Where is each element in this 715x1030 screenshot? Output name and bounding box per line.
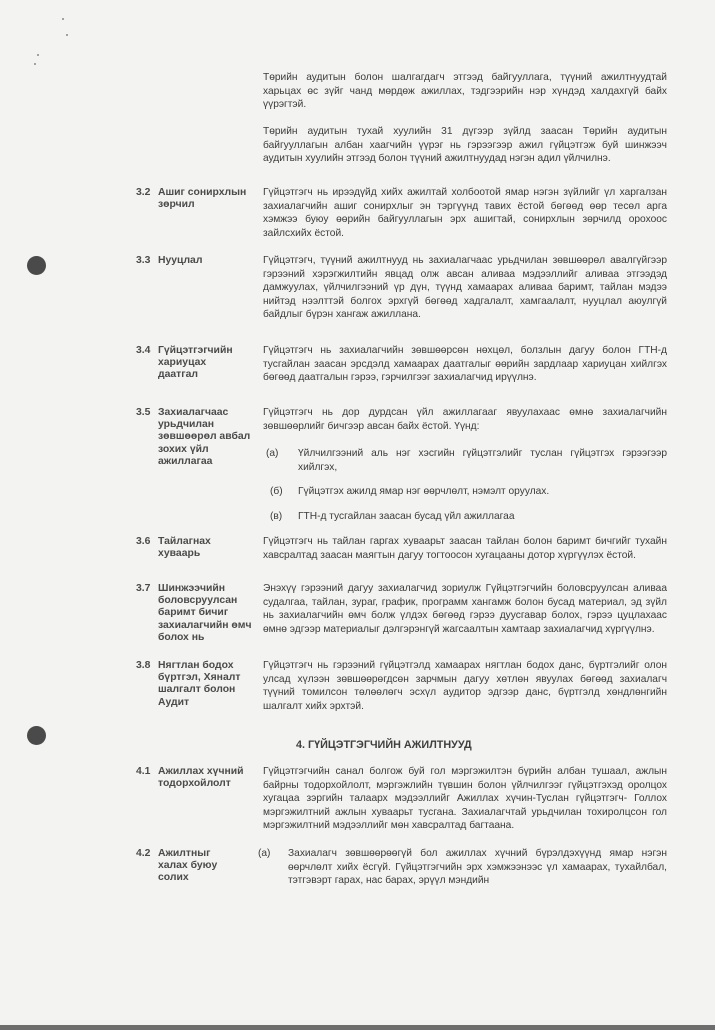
list-label: (а): [266, 448, 279, 459]
section-heading: Тайлагнах хуваарь: [158, 536, 211, 560]
scan-speck: [62, 18, 64, 20]
list-label: (в): [270, 511, 283, 522]
section-number: 3.5: [136, 407, 151, 418]
section-heading: Захиалагчаас урьдчилан зөвшөөрөл авбал зохих үйл ажиллагаа: [158, 407, 251, 467]
section-heading: Ажиллах хүчний тодорхойлолт: [158, 766, 244, 790]
section-number: 4.2: [136, 848, 151, 859]
section-text: Гүйцэтгэгч, түүний ажилтнууд нь захиалагчаас урьдчилан зөвшөөрөл авалгүйгээр гэрээний хэрэгжилтийн явцад олж авсан аливаа мэдээллийг аливаа этгээдэд дамжуулах, үйлчилгээний үр дүн, түүнд хамаарах аливаа баримт, тайлан мэдээ нийтэд нээлттэй болгох эрхгүй бөгөөд хадгалалт, хамгаалалт, нууцлал аюулгүй байдлыг бүрэн хангаж ажиллана.: [263, 255, 667, 321]
section-heading: Ажилтныг халах буюу солих: [158, 848, 218, 884]
section-heading: Нягтлан бодох бүртгэл, Хяналт шалгалт болон Аудит: [158, 660, 241, 708]
section-number: 3.7: [136, 583, 151, 594]
section-number: 3.3: [136, 255, 151, 266]
section-4-title: 4. ГҮЙЦЭТГЭГЧИЙН АЖИЛТНУУД: [296, 739, 472, 751]
scan-speck: [66, 34, 68, 36]
section-number: 3.2: [136, 187, 151, 198]
scan-speck: [34, 63, 36, 65]
list-label: (б): [270, 486, 283, 497]
section-text: Энэхүү гэрээний дагуу захиалагчид зориулж Гүйцэтгэгчийн боловсруулсан аливаа судалгаа, тайлан, зураг, график, программ хангамж болон бусад материал, эд зүйл нь захиалагчийн өмч болж үлдэх бөгөөд гэрээ дуусгавар болох, гэрээ цуцлахаас өмнө эдгээр материалыг дэлгэрэнгүй жагсаалтын хамтаар захиалагчид хүргүүлнэ.: [263, 583, 667, 635]
list-item-text: Гүйцэтгэх ажилд ямар нэг өөрчлөлт, нэмэлт оруулах.: [298, 486, 550, 497]
section-heading: Нууцлал: [158, 255, 203, 266]
section-number: 4.1: [136, 766, 151, 777]
section-number: 3.6: [136, 536, 151, 547]
scan-bottom-edge: [0, 1025, 715, 1030]
list-item-text: Үйлчилгээний аль нэг хэсгийн гүйцэтгэлийг туслан гүйцэтгэх гэрээгээр хийлгэх,: [298, 448, 667, 473]
section-number: 3.8: [136, 660, 151, 671]
section-heading: Гүйцэтгэгчийн хариуцах даатгал: [158, 345, 233, 381]
section-text: Гүйцэтгэгч нь ирээдүйд хийх ажилтай холбоотой ямар нэгэн зүйлийг үл харгалзан захиалагчийн ашиг сонирхлыг эн тэргүүнд тавих ёстой бөгөөд өөр тесөл арга хэмжээ буюу өөрийн байгууллагын эрх ашигтай, сонирхлын зөрчилд орохоос зайлсхийх ёстой.: [263, 187, 667, 239]
section-number: 3.4: [136, 345, 151, 356]
section-heading: Ашиг сонирхлын зөрчил: [158, 187, 247, 211]
list-item-text: ГТН-д тусгайлан заасан бусад үйл ажиллагаа: [298, 511, 515, 522]
section-heading: Шинжээчийн боловсруулсан баримт бичиг захиалагчийн өмч болох нь: [158, 583, 252, 643]
punch-hole: [27, 726, 46, 745]
section-text: Гүйцэтгэгч нь гэрээний гүйцэтгэлд хамаарах нягтлан бодох данс, бүртгэлийг олон улсад хүлээн зөвшөөрөгдсөн зарчмын дагуу хөтлөн явуулах бөгөөд захиалагч түүний томилсон төлөөлөгч эсхүл аудитор эдгээр данс, бүртгэлд хөндлөнгийн шалгалт хийх эрхтэй.: [263, 660, 667, 712]
section-text: Гүйцэтгэгчийн санал болгож буй гол мэргэжилтэн бүрийн албан тушаал, ажлын байрны тодорхойлолт, мэргэжлийн түвшин болон үйлчилгээг гүйцэтгэхэд оролцох хугацаа зэргийн талаарх мэдээллийг Ажиллах хүчин-Туслан гүйцэтгэгч- Голлох мэргэжилтний ажлын хуваарьт тусгана. Захиалагчтай урьдчилан тохиролцсон гол мэргэжилтний мэдээллийг мөн хавсралтад багтаана.: [263, 766, 667, 832]
section-text: Гүйцэтгэгч нь дор дурдсан үйл ажиллагааг явуулахаас өмнө захиалагчийн зөвшөөрлийг бичгээр авсан байх ёстой. Үүнд:: [263, 407, 667, 432]
section-text: Гүйцэтгэгч нь захиалагчийн зөвшөөрсөн нөхцөл, болзлын дагуу болон ГТН-д тусгайлан заасан эрсдэлд хамаарах даатгалыг өөрийн зардлаар хариуцан хийлгэх бөгөөд даатгалын гэрээ, гэрчилгээг захиалагчид ирүүлнэ.: [263, 345, 667, 384]
intro-paragraph-2: Төрийн аудитын тухай хуулийн 31 дүгээр зүйлд заасан Төрийн аудитын байгууллагын албан хаагчийн үүрэг нь гэрээгээр ажил гүйцэтгэж буй шинжээч аудитын хуулийн этгээд болон түүний ажилтнуудад нэгэн адил үйлчилнэ.: [263, 126, 667, 165]
scan-speck: [37, 54, 39, 56]
intro-paragraph-1: Төрийн аудитын болон шалгагдагч этгээд байгууллага, түүний ажилтнуудтай харьцах өс зүйг чанд мөрдөж ажиллах, тэдгээрийн нэр хүндэд халдахгүй байх үүрэгтэй.: [263, 72, 667, 111]
section-text: Захиалагч зөвшөөрөөгүй бол ажиллах хүчний бүрэлдэхүүнд ямар нэгэн өөрчлөлт хийх ёсгүй. Гүйцэтгэгчийн эрх хэмжээнээс үл хамаарах, тухайлбал, тэтгэвэрт гарах, нас барах, эрүүл мэндийн: [288, 848, 667, 887]
section-text: Гүйцэтгэгч нь тайлан гаргах хуваарьт заасан тайлан болон баримт бичгийг тухайн хавсралтад заасан маягтын дагуу тогтоосон хугацааны дотор хүргүүлэх ёстой.: [263, 536, 667, 561]
punch-hole: [27, 256, 46, 275]
list-label: (а): [258, 848, 271, 859]
